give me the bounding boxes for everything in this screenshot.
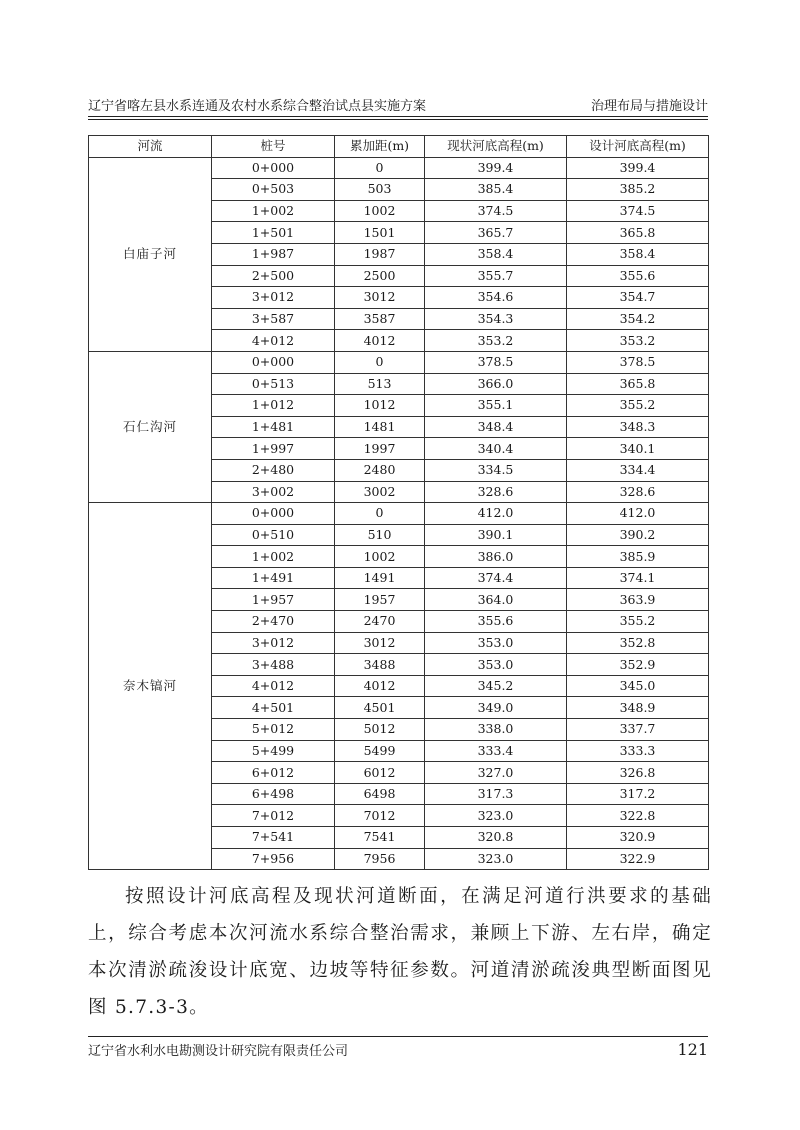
design-elevation-cell: 340.1 (567, 438, 709, 460)
river-name-cell: 石仁沟河 (89, 351, 212, 502)
header-rule (88, 116, 708, 117)
column-header-design-elevation: 设计河底高程(m) (567, 136, 709, 158)
design-elevation-cell: 365.8 (567, 373, 709, 395)
column-header-current-elevation: 现状河底高程(m) (425, 136, 567, 158)
cumulative-distance-cell: 1987 (335, 243, 425, 265)
station-cell: 1+957 (212, 589, 335, 611)
cumulative-distance-cell: 3012 (335, 287, 425, 309)
cumulative-distance-cell: 1957 (335, 589, 425, 611)
current-elevation-cell: 323.0 (425, 848, 567, 870)
design-elevation-cell: 412.0 (567, 503, 709, 525)
design-elevation-cell: 348.9 (567, 697, 709, 719)
design-elevation-cell: 352.8 (567, 632, 709, 654)
design-elevation-cell: 355.2 (567, 611, 709, 633)
station-cell: 1+501 (212, 222, 335, 244)
cumulative-distance-cell: 510 (335, 524, 425, 546)
cumulative-distance-cell: 6498 (335, 783, 425, 805)
cumulative-distance-cell: 1002 (335, 200, 425, 222)
station-cell: 7+541 (212, 827, 335, 849)
design-elevation-cell: 354.7 (567, 287, 709, 309)
design-elevation-cell: 353.2 (567, 330, 709, 352)
current-elevation-cell: 328.6 (425, 481, 567, 503)
cumulative-distance-cell: 3002 (335, 481, 425, 503)
cumulative-distance-cell: 513 (335, 373, 425, 395)
body-paragraph (88, 878, 712, 1026)
design-elevation-cell: 348.3 (567, 416, 709, 438)
current-elevation-cell: 338.0 (425, 719, 567, 741)
design-elevation-cell: 399.4 (567, 157, 709, 179)
design-elevation-cell: 355.6 (567, 265, 709, 287)
current-elevation-cell: 386.0 (425, 546, 567, 568)
cumulative-distance-cell: 3012 (335, 632, 425, 654)
design-elevation-cell: 317.2 (567, 783, 709, 805)
current-elevation-cell: 333.4 (425, 740, 567, 762)
current-elevation-cell: 349.0 (425, 697, 567, 719)
header-rule-secondary (88, 119, 708, 120)
design-elevation-cell: 334.4 (567, 459, 709, 481)
page-header (88, 92, 708, 114)
table-row (89, 503, 709, 525)
station-cell: 3+587 (212, 308, 335, 330)
station-cell: 1+012 (212, 395, 335, 417)
station-cell: 0+503 (212, 179, 335, 201)
current-elevation-cell: 364.0 (425, 589, 567, 611)
current-elevation-cell: 355.1 (425, 395, 567, 417)
current-elevation-cell: 399.4 (425, 157, 567, 179)
cumulative-distance-cell: 7541 (335, 827, 425, 849)
cumulative-distance-cell: 503 (335, 179, 425, 201)
station-cell: 3+488 (212, 654, 335, 676)
page-number: 121 (677, 1040, 708, 1059)
current-elevation-cell: 345.2 (425, 675, 567, 697)
page-footer (88, 1040, 708, 1059)
cumulative-distance-cell: 2480 (335, 459, 425, 481)
design-elevation-cell: 333.3 (567, 740, 709, 762)
column-header-cumulative-distance: 累加距(m) (335, 136, 425, 158)
current-elevation-cell: 353.2 (425, 330, 567, 352)
station-cell: 1+481 (212, 416, 335, 438)
cumulative-distance-cell: 3488 (335, 654, 425, 676)
current-elevation-cell: 320.8 (425, 827, 567, 849)
station-cell: 2+470 (212, 611, 335, 633)
design-elevation-cell: 320.9 (567, 827, 709, 849)
header-document-title: 辽宁省喀左县水系连通及农村水系综合整治试点县实施方案 (88, 99, 427, 114)
cumulative-distance-cell: 4501 (335, 697, 425, 719)
station-cell: 4+012 (212, 675, 335, 697)
station-cell: 1+997 (212, 438, 335, 460)
current-elevation-cell: 412.0 (425, 503, 567, 525)
current-elevation-cell: 340.4 (425, 438, 567, 460)
cumulative-distance-cell: 1501 (335, 222, 425, 244)
current-elevation-cell: 366.0 (425, 373, 567, 395)
current-elevation-cell: 353.0 (425, 654, 567, 676)
design-elevation-cell: 322.8 (567, 805, 709, 827)
station-cell: 2+480 (212, 459, 335, 481)
cumulative-distance-cell: 0 (335, 351, 425, 373)
cumulative-distance-cell: 6012 (335, 762, 425, 784)
station-cell: 7+956 (212, 848, 335, 870)
design-elevation-cell: 337.7 (567, 719, 709, 741)
design-elevation-cell: 363.9 (567, 589, 709, 611)
design-elevation-cell: 374.1 (567, 567, 709, 589)
cumulative-distance-cell: 7956 (335, 848, 425, 870)
design-elevation-cell: 390.2 (567, 524, 709, 546)
design-elevation-cell: 374.5 (567, 200, 709, 222)
footer-rule (88, 1036, 708, 1037)
column-header-station: 桩号 (212, 136, 335, 158)
station-cell: 0+000 (212, 503, 335, 525)
current-elevation-cell: 354.3 (425, 308, 567, 330)
header-section-title: 治理布局与措施设计 (590, 99, 708, 114)
station-cell: 1+002 (212, 546, 335, 568)
current-elevation-cell: 358.4 (425, 243, 567, 265)
elevation-table (88, 135, 709, 870)
design-elevation-cell: 355.2 (567, 395, 709, 417)
cumulative-distance-cell: 1491 (335, 567, 425, 589)
station-cell: 0+510 (212, 524, 335, 546)
station-cell: 5+499 (212, 740, 335, 762)
station-cell: 7+012 (212, 805, 335, 827)
station-cell: 6+012 (212, 762, 335, 784)
station-cell: 4+012 (212, 330, 335, 352)
table-body (89, 157, 709, 870)
design-elevation-cell: 322.9 (567, 848, 709, 870)
station-cell: 3+012 (212, 287, 335, 309)
design-elevation-cell: 352.9 (567, 654, 709, 676)
station-cell: 6+498 (212, 783, 335, 805)
design-elevation-cell: 365.8 (567, 222, 709, 244)
cumulative-distance-cell: 1012 (335, 395, 425, 417)
current-elevation-cell: 378.5 (425, 351, 567, 373)
current-elevation-cell: 353.0 (425, 632, 567, 654)
cumulative-distance-cell: 2470 (335, 611, 425, 633)
design-elevation-cell: 328.6 (567, 481, 709, 503)
station-cell: 1+987 (212, 243, 335, 265)
design-elevation-cell: 326.8 (567, 762, 709, 784)
station-cell: 4+501 (212, 697, 335, 719)
cumulative-distance-cell: 1997 (335, 438, 425, 460)
table-row (89, 351, 709, 373)
cumulative-distance-cell: 2500 (335, 265, 425, 287)
design-elevation-cell: 385.9 (567, 546, 709, 568)
cumulative-distance-cell: 3587 (335, 308, 425, 330)
station-cell: 2+500 (212, 265, 335, 287)
cumulative-distance-cell: 5012 (335, 719, 425, 741)
table-header-row (89, 136, 709, 158)
station-cell: 1+002 (212, 200, 335, 222)
current-elevation-cell: 355.7 (425, 265, 567, 287)
current-elevation-cell: 390.1 (425, 524, 567, 546)
current-elevation-cell: 374.5 (425, 200, 567, 222)
river-name-cell: 白庙子河 (89, 157, 212, 351)
current-elevation-cell: 317.3 (425, 783, 567, 805)
cumulative-distance-cell: 1002 (335, 546, 425, 568)
station-cell: 1+491 (212, 567, 335, 589)
cumulative-distance-cell: 7012 (335, 805, 425, 827)
paragraph-text: 按照设计河底高程及现状河道断面，在满足河道行洪要求的基础上，综合考虑本次河流水系综合整治需求，兼顾上下游、左右岸，确定本次清淤疏浚设计底宽、边坡等特征参数。河道清淤疏浚典型断面图见图 5.7.3-3。 (88, 886, 712, 1018)
cumulative-distance-cell: 4012 (335, 330, 425, 352)
current-elevation-cell: 334.5 (425, 459, 567, 481)
footer-company: 辽宁省水利水电勘测设计研究院有限责任公司 (88, 1044, 349, 1059)
station-cell: 3+002 (212, 481, 335, 503)
cumulative-distance-cell: 1481 (335, 416, 425, 438)
cumulative-distance-cell: 5499 (335, 740, 425, 762)
station-cell: 0+000 (212, 157, 335, 179)
design-elevation-cell: 345.0 (567, 675, 709, 697)
current-elevation-cell: 323.0 (425, 805, 567, 827)
design-elevation-cell: 385.2 (567, 179, 709, 201)
cumulative-distance-cell: 0 (335, 157, 425, 179)
cumulative-distance-cell: 0 (335, 503, 425, 525)
current-elevation-cell: 348.4 (425, 416, 567, 438)
station-cell: 5+012 (212, 719, 335, 741)
table-row (89, 157, 709, 179)
current-elevation-cell: 385.4 (425, 179, 567, 201)
current-elevation-cell: 354.6 (425, 287, 567, 309)
current-elevation-cell: 365.7 (425, 222, 567, 244)
current-elevation-cell: 374.4 (425, 567, 567, 589)
station-cell: 3+012 (212, 632, 335, 654)
station-cell: 0+000 (212, 351, 335, 373)
design-elevation-cell: 354.2 (567, 308, 709, 330)
design-elevation-cell: 378.5 (567, 351, 709, 373)
current-elevation-cell: 327.0 (425, 762, 567, 784)
current-elevation-cell: 355.6 (425, 611, 567, 633)
station-cell: 0+513 (212, 373, 335, 395)
river-name-cell: 奈木镐河 (89, 503, 212, 870)
cumulative-distance-cell: 4012 (335, 675, 425, 697)
design-elevation-cell: 358.4 (567, 243, 709, 265)
column-header-river: 河流 (89, 136, 212, 158)
